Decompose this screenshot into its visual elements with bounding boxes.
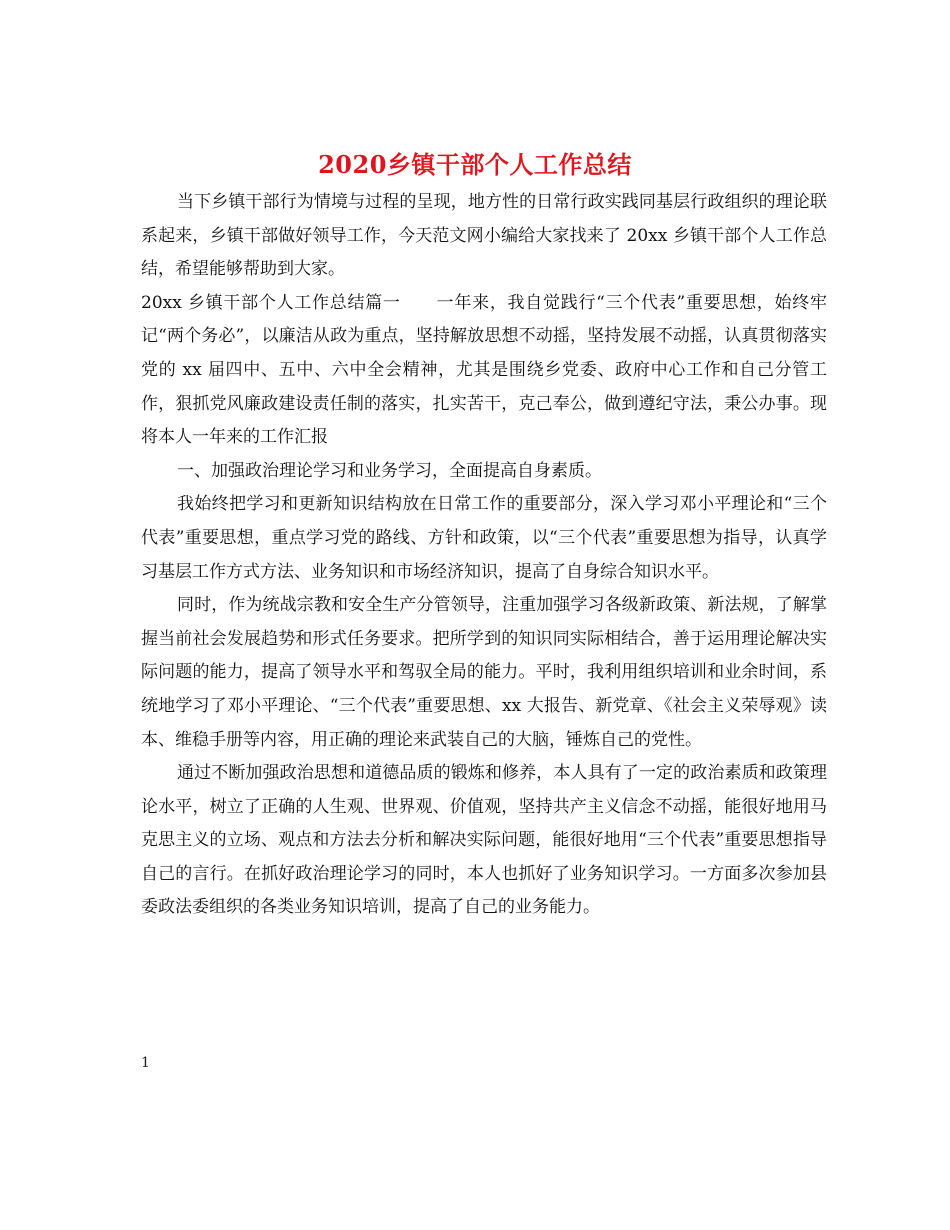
page-number: 1	[141, 1055, 150, 1071]
document-title: 2020乡镇干部个人工作总结	[318, 150, 632, 180]
body-paragraph-1: 我始终把学习和更新知识结构放在日常工作的重要部分，深入学习邓小平理论和“三个代表”重要思想，重点学习党的路线、方针和政策，以“三个代表”重要思想为指导，认真学习基层工作方式方法、业务知识和市场经济知识，提高了自身综合知识水平。	[141, 494, 827, 582]
section-first-paragraph: 一年来，我自觉践行“三个代表”重要思想，始终牢记“两个务必”，以廉洁从政为重点，坚持解放思想不动摇，坚持发展不动摇，认真贯彻落实党的 xx 届四中、五中、六中全会精神，尤其是围绕乡党委、政府中心工作和自己分管工作，狠抓党风廉政建设责任制的落实，扎实苦干，克己奉公，做到遵纪守法，秉公办事。现将本人一年来的工作汇报	[141, 292, 827, 448]
section-paragraph	[141, 287, 827, 455]
intro-paragraph: 当下乡镇干部行为情境与过程的呈现，地方性的日常行政实践同基层行政组织的理论联系起来，乡镇干部做好领导工作，今天范文网小编给大家找来了 20xx 乡镇干部个人工作总结，希望能够帮助到大家。	[141, 192, 827, 280]
section-subheading: 一、加强政治理论学习和业务学习，全面提高自身素质。	[177, 460, 602, 481]
body-paragraph-3: 通过不断加强政治思想和道德品质的锻炼和修养，本人具有了一定的政治素质和政策理论水平，树立了正确的人生观、世界观、价值观，坚持共产主义信念不动摇，能很好地用马克思主义的立场、观点和方法去分析和解决实际问题，能很好地用“三个代表”重要思想指导自己的言行。在抓好政治理论学习的同时，本人也抓好了业务知识学习。一方面多次参加县委政法委组织的各类业务知识培训，提高了自己的业务能力。	[141, 763, 827, 918]
section-heading: 20xx 乡镇干部个人工作总结篇一	[141, 292, 401, 313]
document-body	[141, 186, 827, 925]
body-paragraph-2: 同时，作为统战宗教和安全生产分管领导，注重加强学习各级新政策、新法规，了解掌握当前社会发展趋势和形式任务要求。把所学到的知识同实际相结合，善于运用理论解决实际问题的能力，提高了领导水平和驾驭全局的能力。平时，我利用组织培训和业余时间，系统地学习了邓小平理论、“三个代表”重要思想、xx 大报告、新党章、《社会主义荣辱观》读本、维稳手册等内容，用正确的理论来武装自己的大脑，锤炼自己的党性。	[141, 595, 827, 750]
